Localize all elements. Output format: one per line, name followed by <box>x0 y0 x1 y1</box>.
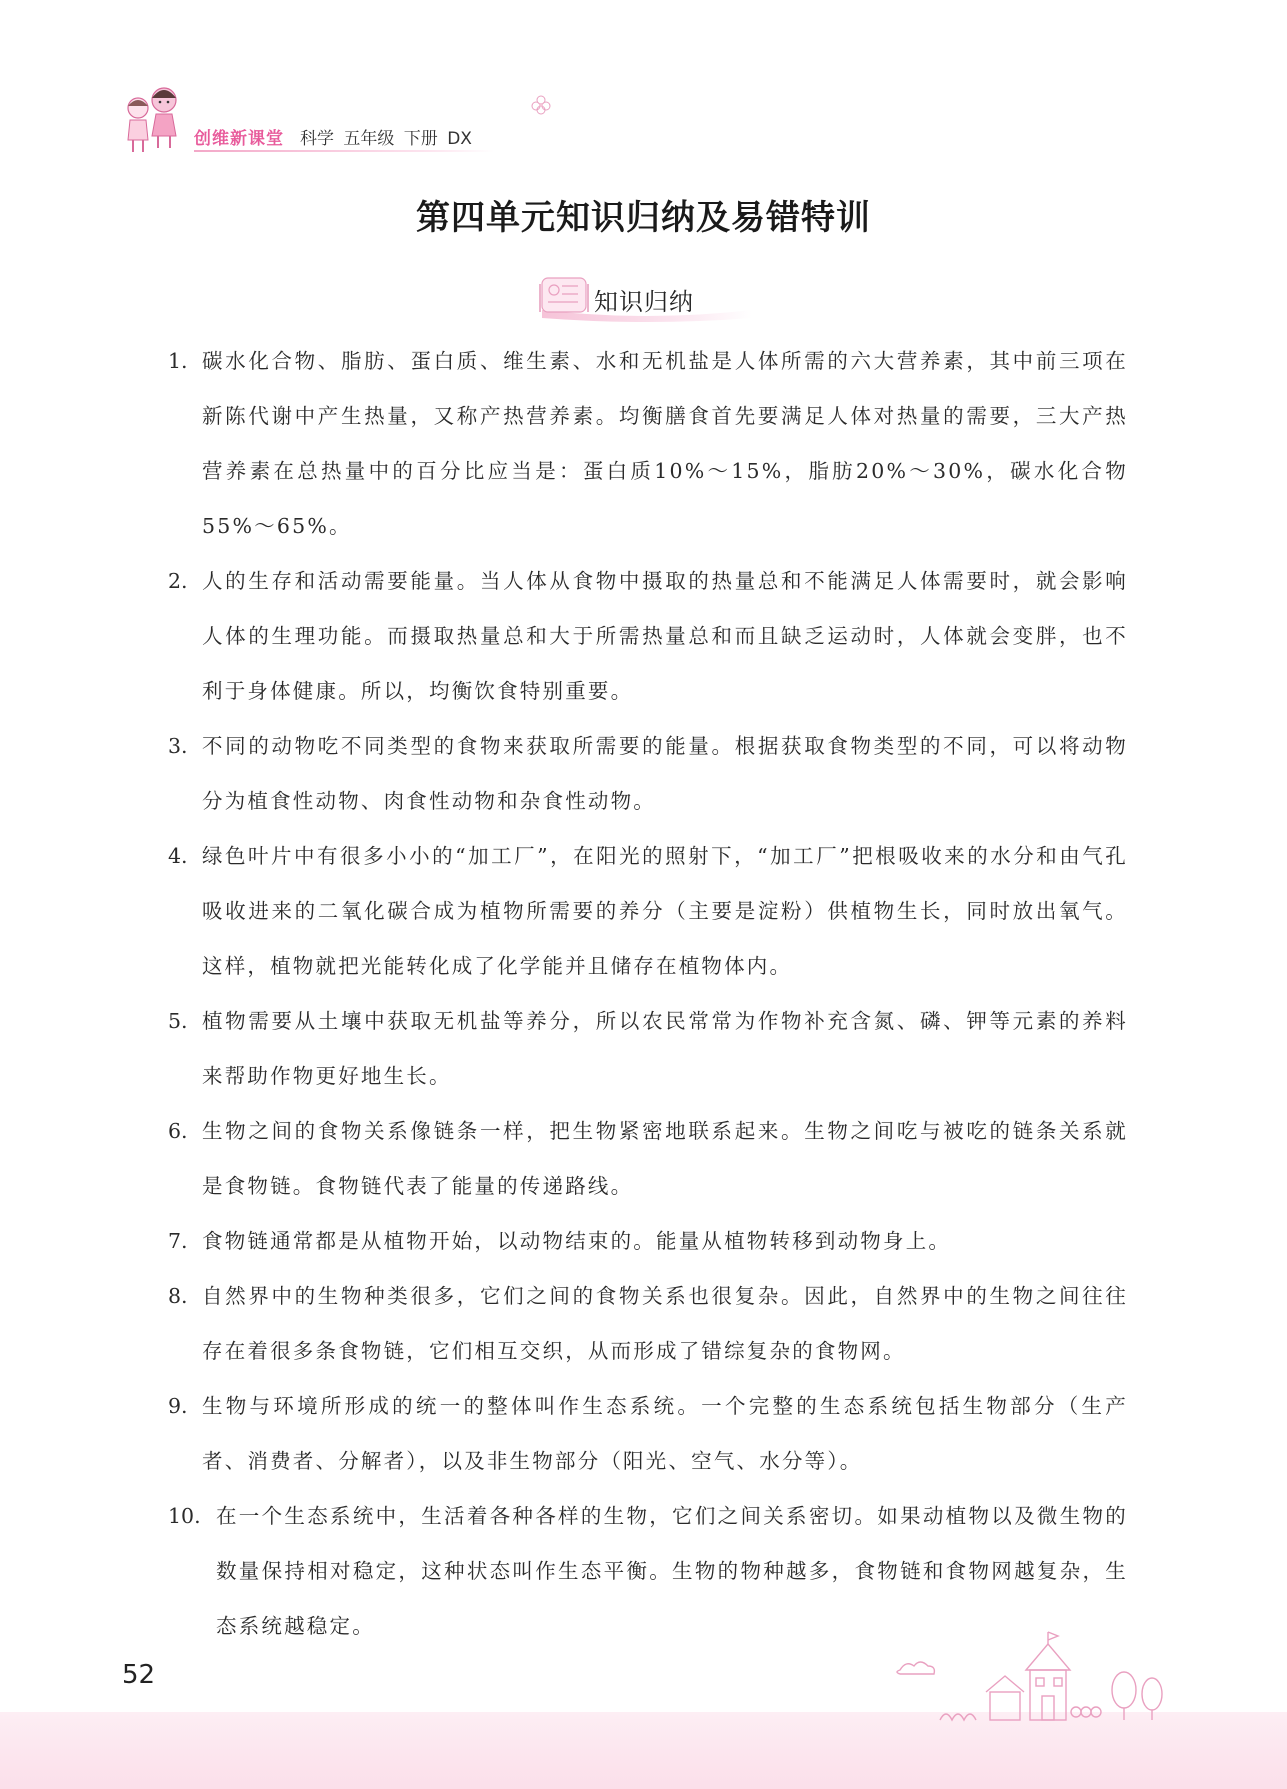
item-text: 绿色叶片中有很多小小的“加工厂”，在阳光的照射下，“加工厂”把根吸收来的水分和由气孔吸收进来的二氧化碳合成为植物所需要的养分（主要是淀粉）供植物生长，同时放出氧气。这样，植物就把光能转化成了化学能并且储存在植物体内。 <box>202 844 1128 978</box>
section-heading <box>532 270 762 322</box>
item-number: 5. <box>168 1009 188 1033</box>
list-item <box>168 554 1128 719</box>
footer-band <box>0 1712 1287 1789</box>
item-text: 植物需要从土壤中获取无机盐等养分，所以农民常常为作物补充含氮、磷、钾等元素的养料来帮助作物更好地生长。 <box>202 1009 1128 1088</box>
item-number: 9. <box>168 1394 188 1418</box>
list-item <box>168 829 1128 994</box>
item-number: 6. <box>168 1119 188 1143</box>
mascot-illustration-icon <box>118 80 193 155</box>
item-number: 1. <box>168 349 188 373</box>
list-item <box>168 1104 1128 1214</box>
list-item <box>168 1214 1128 1269</box>
list-item <box>168 334 1128 554</box>
list-item <box>168 1269 1128 1379</box>
item-text: 人的生存和活动需要能量。当人体从食物中摄取的热量总和不能满足人体需要时，就会影响人体的生理功能。而摄取热量总和大于所需热量总和而且缺乏运动时，人体就会变胖，也不利于身体健康。所以，均衡饮食特别重要。 <box>202 569 1128 703</box>
page-number: 52 <box>122 1660 156 1690</box>
page-header <box>118 80 638 155</box>
list-item <box>168 1379 1128 1489</box>
knowledge-list <box>168 334 1128 1654</box>
item-number: 10. <box>168 1504 201 1528</box>
list-item <box>168 994 1128 1104</box>
item-text: 自然界中的生物种类很多，它们之间的食物关系也很复杂。因此，自然界中的生物之间往往存在着很多条食物链，它们相互交织，从而形成了错综复杂的食物网。 <box>202 1284 1128 1363</box>
item-text: 不同的动物吃不同类型的食物来获取所需要的能量。根据获取食物类型的不同，可以将动物分为植食性动物、肉食性动物和杂食性动物。 <box>202 734 1128 813</box>
item-number: 2. <box>168 569 188 593</box>
brand-name: 创维新课堂 <box>194 129 284 149</box>
item-text: 食物链通常都是从植物开始，以动物结束的。能量从植物转移到动物身上。 <box>202 1229 952 1253</box>
page-title: 第四单元知识归纳及易错特训 <box>416 198 871 238</box>
item-number: 3. <box>168 734 188 758</box>
header-divider <box>194 150 494 152</box>
item-text: 生物之间的食物关系像链条一样，把生物紧密地联系起来。生物之间吃与被吃的链条关系就是食物链。食物链代表了能量的传递路线。 <box>202 1119 1128 1198</box>
list-item <box>168 719 1128 829</box>
flower-icon <box>530 94 552 116</box>
item-text: 碳水化合物、脂肪、蛋白质、维生素、水和无机盐是人体所需的六大营养素，其中前三项在新陈代谢中产生热量，又称产热营养素。均衡膳食首先要满足人体对热量的需要，三大产热营养素在总热量中的百分比应当是：蛋白质10%～15%，脂肪20%～30%，碳水化合物55%～65%。 <box>202 349 1128 538</box>
book-info: 科学 五年级 下册 DX <box>300 129 472 149</box>
item-number: 4. <box>168 844 188 868</box>
section-heading-label: 知识归纳 <box>594 288 694 316</box>
item-text: 生物与环境所形成的统一的整体叫作生态系统。一个完整的生态系统包括生物部分（生产者、消费者、分解者），以及非生物部分（阳光、空气、水分等）。 <box>202 1394 1128 1473</box>
item-text: 在一个生态系统中，生活着各种各样的生物，它们之间关系密切。如果动植物以及微生物的数量保持相对稳定，这种状态叫作生态平衡。生物的物种越多，食物链和食物网越复杂，生态系统越稳定。 <box>216 1504 1128 1638</box>
castle-illustration-icon <box>880 1630 1180 1722</box>
item-number: 7. <box>168 1229 188 1253</box>
item-number: 8. <box>168 1284 188 1308</box>
